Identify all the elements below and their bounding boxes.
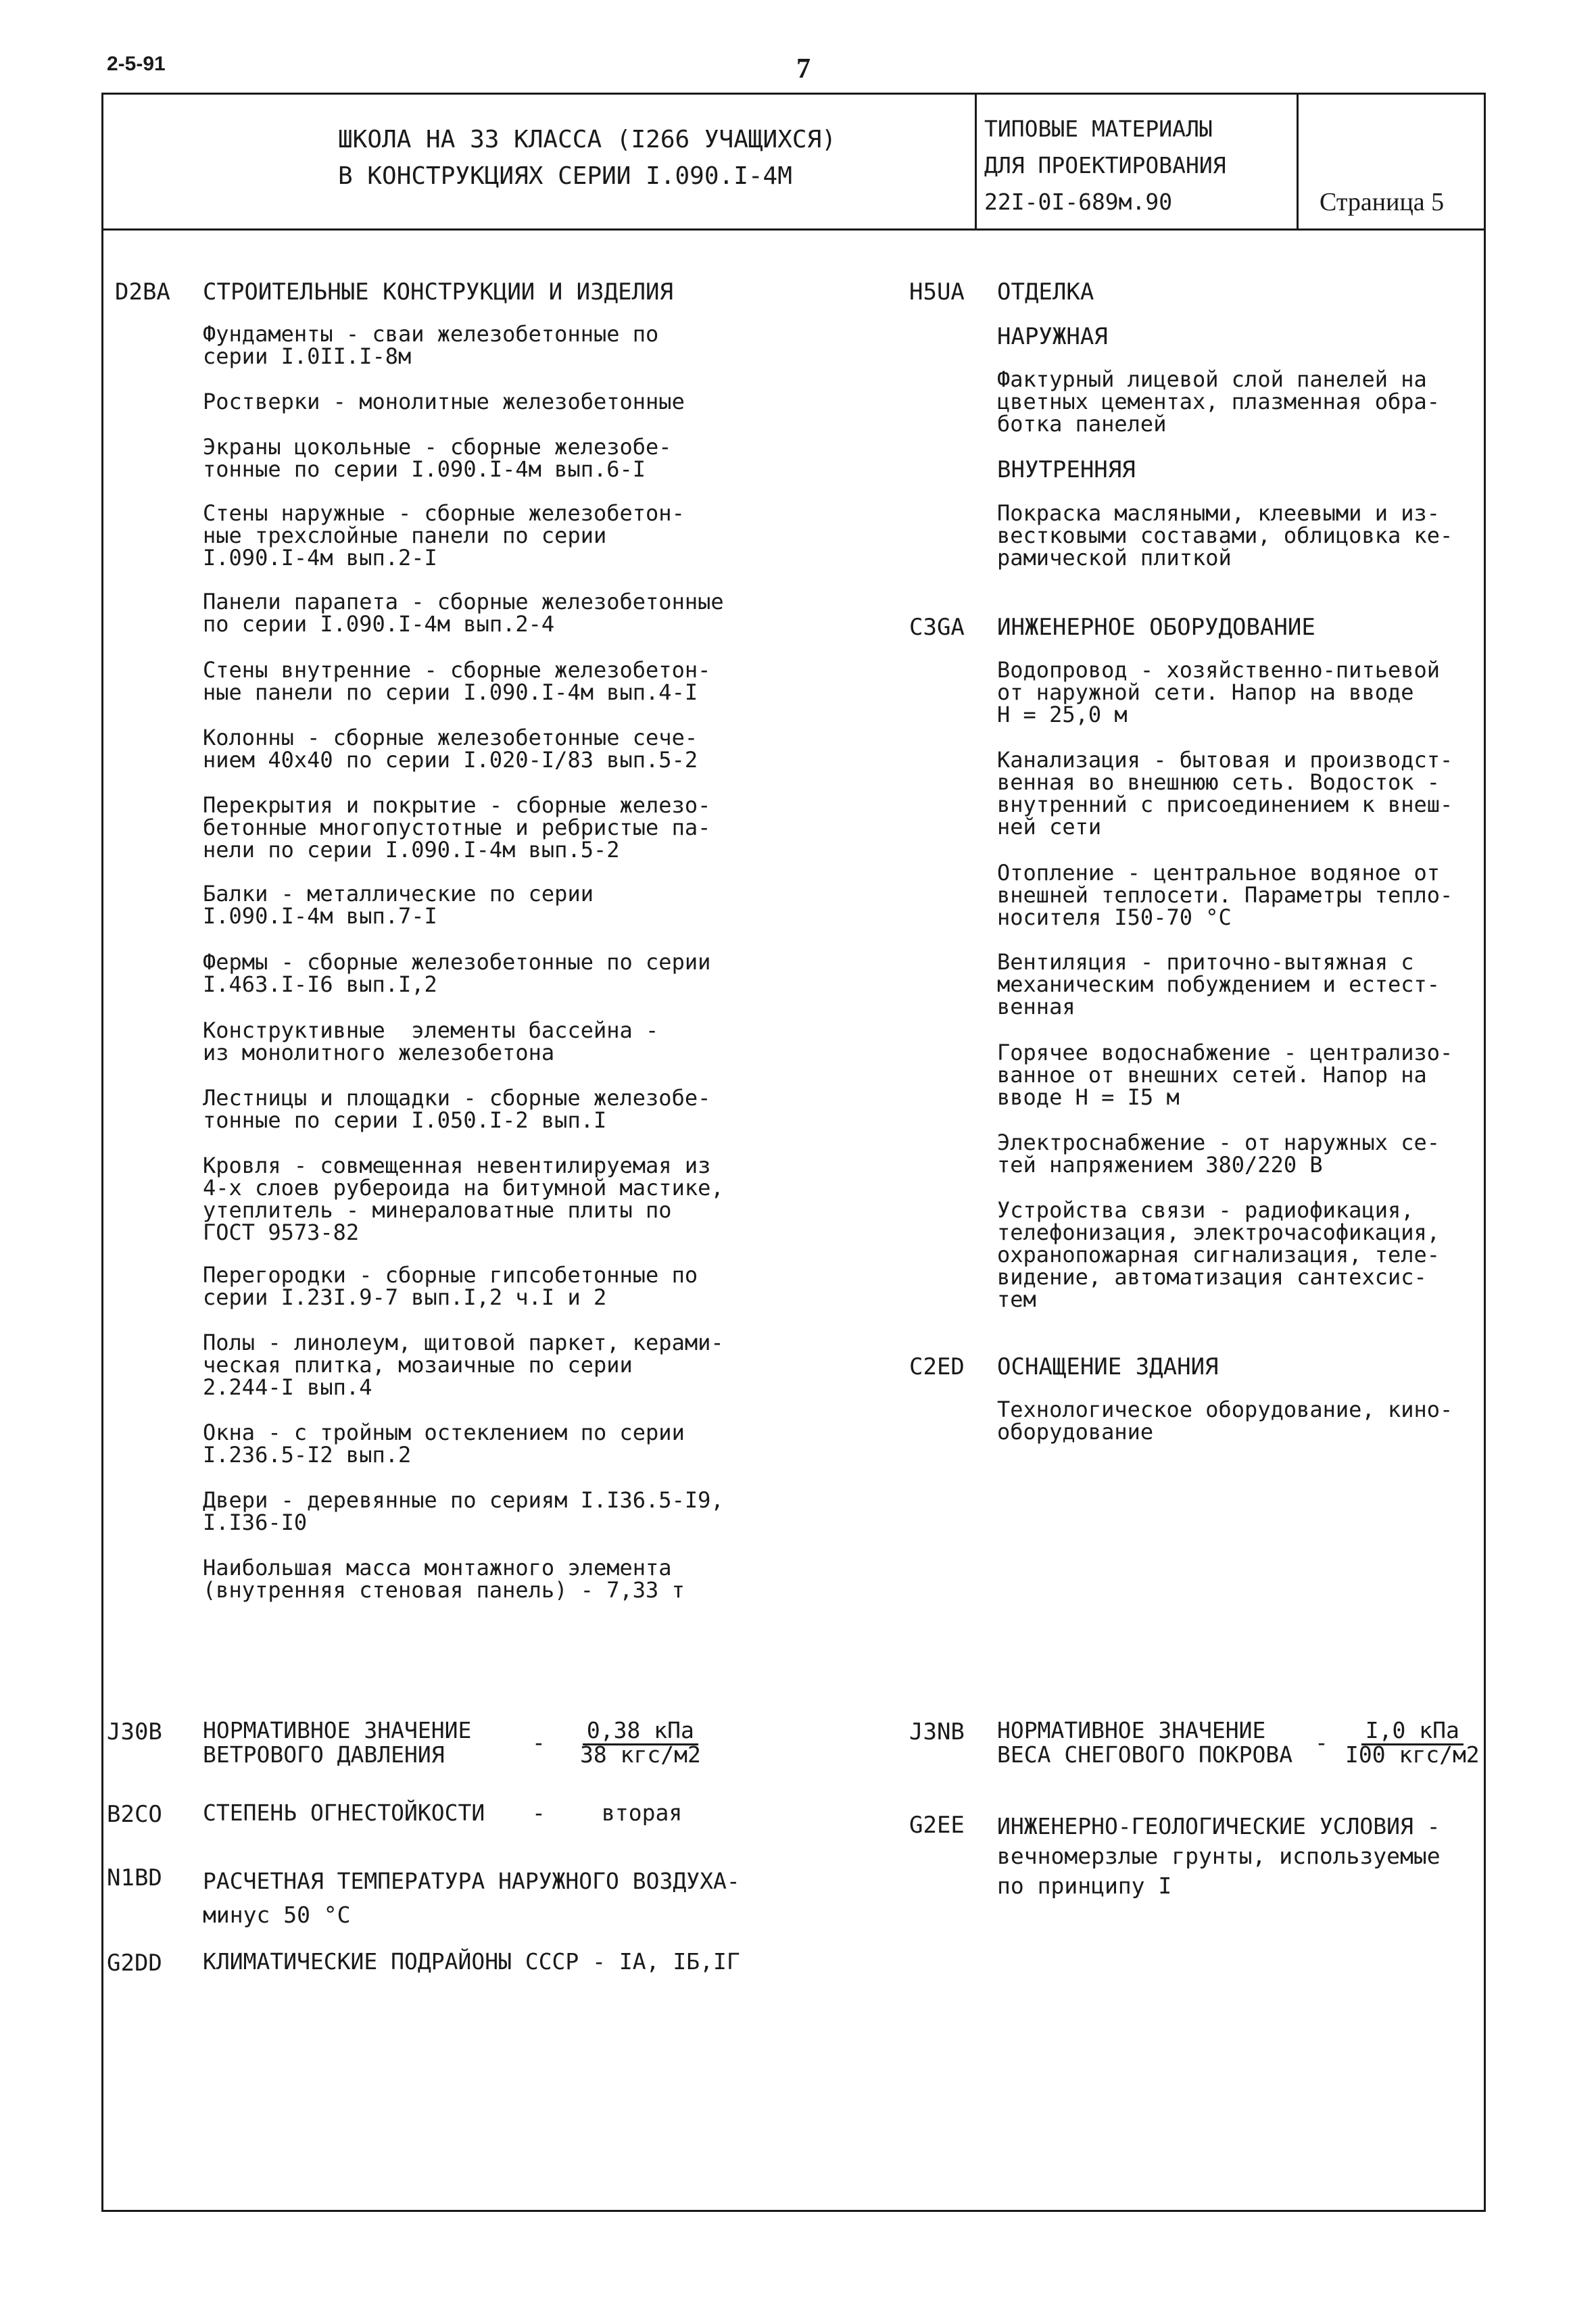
list-item: Отопление - центральное водяное от внешней теплосети. Параметры тепло- носителя I50-70 °С: [997, 860, 1453, 930]
wind-pressure-label: НОРМАТИВНОЕ ЗНАЧЕНИЕ ВЕТРОВОГО ДАВЛЕНИЯ: [203, 1717, 472, 1768]
param-code-climate: G2DD: [107, 1950, 162, 1977]
list-item: Лестницы и площадки - сборные железобе- тонные по серии I.050.I-2 вып.I: [203, 1085, 711, 1133]
project-title: [338, 122, 836, 195]
project-title-line-2: В КОНСТРУКЦИЯХ СЕРИИ I.090.I-4М: [338, 162, 792, 190]
header-divider: [101, 228, 1486, 231]
header-separator-1: [975, 93, 977, 230]
fire-dash: -: [532, 1800, 546, 1826]
list-item: Перекрытия и покрытие - сборные железо- бетонные многопустотные и ребристые па- нели по серии I.090.I-4м вып.5-2: [203, 792, 711, 863]
param-code-temperature: N1BD: [107, 1864, 162, 1891]
list-item: Наибольшая масса монтажного элемента (внутренняя стеновая панель) - 7,33 т: [203, 1555, 685, 1603]
section-heading-equipment: ОСНАЩЕНИЕ ЗДАНИЯ: [997, 1353, 1219, 1380]
climate-subregions: КЛИМАТИЧЕСКИЕ ПОДРАЙОНЫ СССР - IА, IБ,IГ: [203, 1948, 740, 1975]
list-item: Вентиляция - приточно-вытяжная с механическим побуждением и естест- венная: [997, 949, 1441, 1019]
list-item: Фундаменты - сваи железобетонные по серии I.0II.I-8м: [203, 321, 659, 369]
list-item: Стены внутренние - сборные железобетон- ные панели по серии I.090.I-4м вып.4-I: [203, 657, 711, 705]
subheading-inner: ВНУТРЕННЯЯ: [997, 456, 1136, 483]
wind-value-kgf: 38 кгс/м2: [580, 1741, 701, 1768]
equipment-text: Технологическое оборудование, кино- оборудование: [997, 1397, 1453, 1445]
list-item: Полы - линолеум, щитовой паркет, керами- ческая плитка, мозаичные по серии 2.244-I вып.4: [203, 1330, 724, 1400]
wind-value-kpa: 0,38 кПа: [583, 1717, 698, 1745]
list-item: Водопровод - хозяйственно-питьевой от наружной сети. Напор на вводе Н = 25,0 м: [997, 657, 1441, 727]
document-code: 2-5-91: [107, 53, 166, 75]
design-temperature: РАСЧЕТНАЯ ТЕМПЕРАТУРА НАРУЖНОГО ВОЗДУХА- минус 50 °С: [203, 1868, 740, 1928]
section-code-finish: H5UA: [909, 279, 965, 306]
list-item: Канализация - бытовая и производст- венная во внешнюю сеть. Водосток - внутренний с присоединением к внеш- ней сети: [997, 747, 1453, 840]
list-item: Панели парапета - сборные железобетонные по серии I.090.I-4м вып.2-4: [203, 589, 724, 637]
fire-resistance-label: СТЕПЕНЬ ОГНЕСТОЙКОСТИ: [203, 1800, 485, 1826]
subheading-outer: НАРУЖНАЯ: [997, 323, 1108, 350]
section-heading-finish: ОТДЕЛКА: [997, 279, 1094, 306]
list-item: Фермы - сборные железобетонные по серии I.463.I-I6 вып.I,2: [203, 949, 711, 997]
list-item: Окна - с тройным остеклением по серии I.236.5-I2 вып.2: [203, 1420, 685, 1468]
outer-finish-text: Фактурный лицевой слой панелей на цветных цементах, плазменная обра- ботка панелей: [997, 366, 1441, 437]
fire-resistance-value: вторая: [602, 1800, 683, 1826]
list-item: Горячее водоснабжение - централизо- ванное от внешних сетей. Напор на вводе Н = I5 м: [997, 1040, 1453, 1110]
snow-load-value: [1345, 1718, 1480, 1767]
list-item: Ростверки - монолитные железобетонные: [203, 389, 685, 414]
list-item: Колонны - сборные железобетонные сече- нием 40х40 по серии I.020-I/83 вып.5-2: [203, 725, 698, 773]
list-item: Конструктивные элементы бассейна - из монолитного железобетона: [203, 1017, 659, 1065]
list-item: Кровля - совмещенная невентилируемая из 4-х слоев рубероида на битумной мастике, утеплитель - минераловатные плиты по ГОСТ 9573-82: [203, 1153, 724, 1245]
section-code-structures: D2BA: [115, 279, 170, 306]
section-heading-engineering: ИНЖЕНЕРНОЕ ОБОРУДОВАНИЕ: [997, 614, 1315, 641]
series-info-line-3: 22I-0I-689м.90: [984, 189, 1173, 215]
snow-dash: -: [1315, 1729, 1328, 1756]
series-info: [984, 111, 1226, 220]
series-info-line-2: ДЛЯ ПРОЕКТИРОВАНИЯ: [984, 152, 1226, 178]
param-code-wind: J30B: [107, 1718, 162, 1745]
param-code-fire: B2CO: [107, 1801, 162, 1828]
param-code-geology: G2EE: [909, 1812, 965, 1839]
wind-dash: -: [532, 1729, 546, 1756]
page-number: 7: [796, 53, 811, 85]
list-item: Электроснабжение - от наружных се- тей напряжением 380/220 В: [997, 1130, 1441, 1178]
header-separator-2: [1297, 93, 1299, 230]
geology-conditions: ИНЖЕНЕРНО-ГЕОЛОГИЧЕСКИЕ УСЛОВИЯ - вечномерзлые грунты, используемые по принципу I: [997, 1813, 1441, 1899]
list-item: Балки - металлические по серии I.090.I-4м вып.7-I: [203, 881, 594, 929]
sheet-page-label: Страница 5: [1320, 188, 1445, 216]
snow-load-label: НОРМАТИВНОЕ ЗНАЧЕНИЕ ВЕСА СНЕГОВОГО ПОКРОВА: [997, 1717, 1293, 1768]
section-code-engineering: C3GA: [909, 614, 965, 641]
list-item: Перегородки - сборные гипсобетонные по серии I.23I.9-7 вып.I,2 ч.I и 2: [203, 1262, 698, 1310]
section-heading-structures: СТРОИТЕЛЬНЫЕ КОНСТРУКЦИИ И ИЗДЕЛИЯ: [203, 279, 673, 306]
project-title-line-1: ШКОЛА НА 33 КЛАССА (I266 УЧАЩИХСЯ): [338, 126, 836, 153]
list-item: Экраны цокольные - сборные железобе- тонные по серии I.090.I-4м вып.6-I: [203, 434, 672, 482]
inner-finish-text: Покраска масляными, клеевыми и из- вестковыми составами, облицовка ке- рамической плиткой: [997, 500, 1453, 571]
list-item: Устройства связи - радиофикация, телефонизация, электрочасофикация, охранопожарная сигнализация, теле- видение, автоматизация сантехсис- тем: [997, 1197, 1441, 1312]
list-item: Двери - деревянные по сериям I.I36.5-I9, I.I36-I0: [203, 1487, 724, 1535]
wind-pressure-value: [580, 1718, 701, 1767]
snow-value-kpa: I,0 кПа: [1361, 1717, 1464, 1745]
param-code-snow: J3NB: [909, 1718, 965, 1745]
list-item: Стены наружные - сборные железобетон- ные трехслойные панели по серии I.090.I-4м вып.2-I: [203, 500, 685, 571]
section-code-equipment: C2ED: [909, 1353, 965, 1380]
snow-value-kgf: I00 кгс/м2: [1345, 1741, 1480, 1768]
series-info-line-1: ТИПОВЫЕ МАТЕРИАЛЫ: [984, 116, 1213, 142]
